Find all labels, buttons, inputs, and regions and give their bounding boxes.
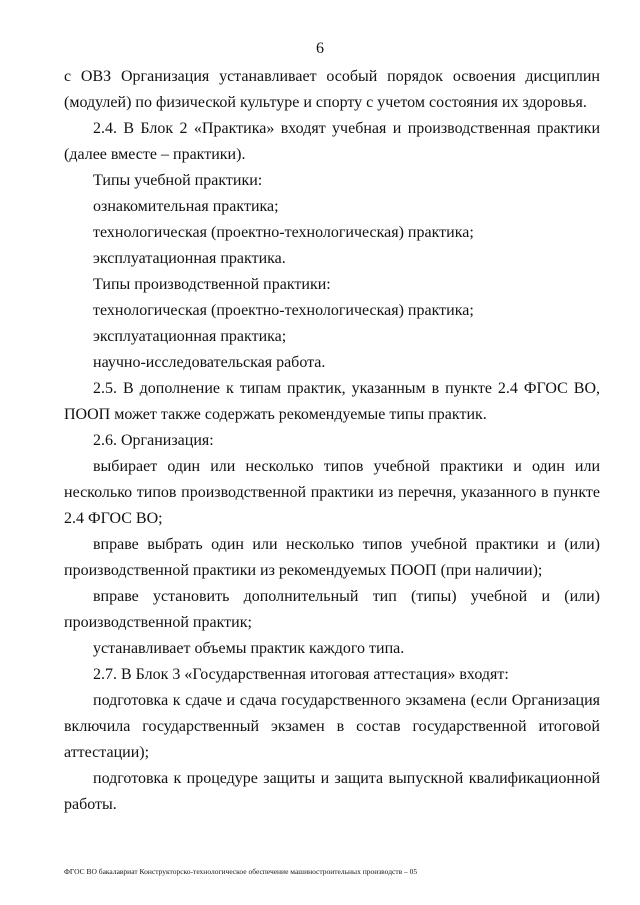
paragraph-2-5: 2.5. В дополнение к типам практик, указанным в пункте 2.4 ФГОС ВО, ПООП может также содержать рекомендуемые типы практик. bbox=[64, 380, 600, 423]
list-item: технологическая (проектно-технологическая) практика; bbox=[93, 224, 474, 241]
list-item: научно-исследовательская работа. bbox=[93, 354, 326, 371]
paragraph-2-4-block-2: 2.4. В Блок 2 «Практика» входят учебная и производственная практики (далее вместе – практики). bbox=[64, 120, 600, 163]
page-number: 6 bbox=[316, 40, 324, 57]
list-item: эксплуатационная практика. bbox=[93, 250, 286, 267]
list-item: вправе установить дополнительный тип (типы) учебной и (или) производственной практик; bbox=[64, 588, 600, 631]
paragraph-study-practice-types: Типы учебной практики: bbox=[93, 172, 263, 189]
paragraph-ovz-order: с ОВЗ Организация устанавливает особый порядок освоения дисциплин (модулей) по физической культуре и спорту с учетом состояния их здоровья. bbox=[64, 68, 600, 111]
paragraph-2-6-heading: 2.6. Организация: bbox=[93, 432, 214, 449]
list-item: вправе выбрать один или несколько типов учебной практики и (или) производственной практики из рекомендуемых ПООП (при наличии); bbox=[64, 536, 600, 579]
list-item: эксплуатационная практика; bbox=[93, 328, 287, 345]
list-item: выбирает один или несколько типов учебной практики и один или несколько типов производственной практики из перечня, указанного в пункте 2.4 ФГОС ВО; bbox=[64, 458, 600, 527]
page-footer: ФГОС ВО бакалавриат Конструкторско-технологическое обеспечение машиностроительных производств – 05 bbox=[64, 867, 418, 876]
list-item: устанавливает объемы практик каждого типа. bbox=[93, 640, 405, 657]
paragraph-2-7-heading: 2.7. В Блок 3 «Государственная итоговая аттестация» входят: bbox=[93, 666, 509, 683]
list-item: подготовка к сдаче и сдача государственного экзамена (если Организация включила государственный экзамен в состав государственной итоговой аттестации); bbox=[64, 692, 600, 761]
list-item: технологическая (проектно-технологическая) практика; bbox=[93, 302, 474, 319]
list-item: ознакомительная практика; bbox=[93, 198, 279, 215]
paragraph-production-practice-types: Типы производственной практики: bbox=[93, 276, 331, 293]
document-body bbox=[64, 64, 600, 818]
list-item: подготовка к процедуре защиты и защита выпускной квалификационной работы. bbox=[64, 770, 600, 813]
